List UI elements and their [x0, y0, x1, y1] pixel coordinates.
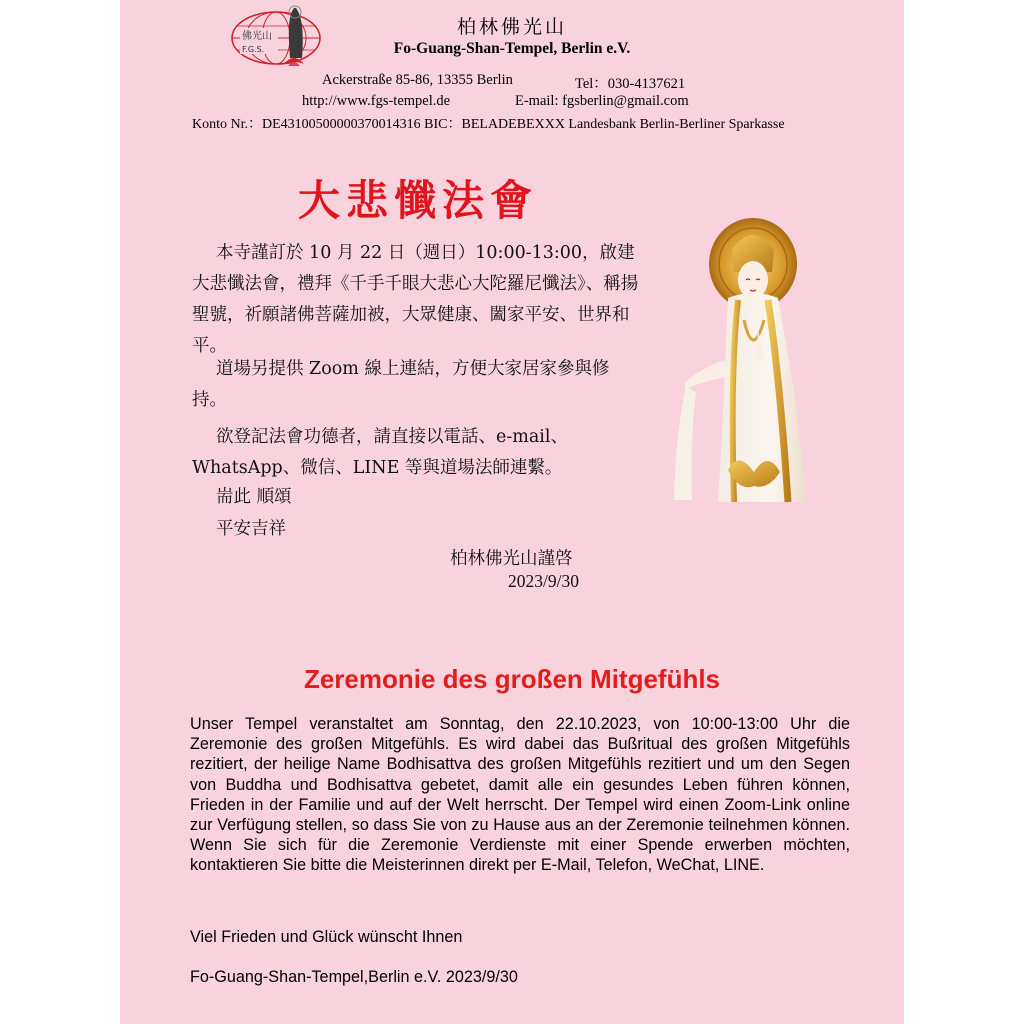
cn-closing-1: 耑此 順頌 — [216, 487, 292, 507]
poster-page — [120, 0, 904, 1024]
cn-paragraph-3: 欲登記法會功德者，請直接以電話、e-mail、WhatsApp、微信、LINE 等與道場法師連繫。 — [192, 427, 568, 478]
cn-closing-2: 平安吉祥 — [216, 519, 286, 539]
header-address: Ackerstraße 85-86, 13355 Berlin — [322, 72, 513, 88]
logo-text-top: 佛光山 — [242, 31, 272, 42]
logo-text-bottom: F.G.S. — [242, 45, 265, 54]
cn-signature: 柏林佛光山謹啓 — [450, 549, 573, 569]
cn-paragraph-2: 道場另提供 Zoom 線上連結，方便大家居家參與修持。 — [192, 359, 610, 410]
cn-date: 2023/9/30 — [508, 571, 579, 591]
cn-paragraph-1: 本寺謹訂於 10 月 22 日（週日）10:00-13:00，啟建大悲懺法會，禮拜《千手千眼大悲心大陀羅尼懺法》、稱揚聖號，祈願諸佛菩薩加被，大眾健康、闔家平安、世界和平。 — [192, 243, 639, 356]
guanyin-statue-image — [668, 210, 838, 510]
header-phone: Tel：030-4137621 — [575, 76, 686, 92]
cn-title: 大悲懺法會 — [298, 176, 539, 225]
de-title: Zeremonie des großen Mitgefühls — [303, 664, 721, 694]
header-website[interactable]: http://www.fgs-tempel.de — [302, 93, 451, 109]
de-closing: Viel Frieden und Glück wünscht Ihnen — [190, 928, 463, 946]
header-email[interactable]: E-mail: fgsberlin@gmail.com — [515, 93, 689, 109]
header-bank-details: Konto Nr.：DE43100500000370014316 BIC：BELADEBEXXX Landesbank Berlin-Berliner Sparkasse — [192, 117, 785, 132]
header-name-cn: 柏林佛光山 — [456, 16, 567, 38]
de-footer: Fo-Guang-Shan-Tempel,Berlin e.V. 2023/9/30 — [190, 968, 518, 986]
de-body: Unser Tempel veranstaltet am Sonntag, den 22.10.2023, von 10:00-13:00 Uhr die Zeremonie des großen Mitgefühls. Es wird dabei das Bußritual des großen Mitgefühls rezitiert, der heilige Name Bodhisattva des großen Mitgefühls rezitiert und um den Segen von Buddha und Bodhisattva gebetet, damit alle ein gesundes Leben führen können, Frieden in der Familie und auf der Welt herrscht. Der Tempel wird einen Zoom-Link online zur Verfügung stellen, so dass Sie von zu Hause aus an der Zeremonie teilnehmen können. Wenn Sie sich für die Zeremonie Verdienste mit einer Spende erwerben möchten, kontaktieren Sie bitte die Meisterinnen direkt per E-Mail, Telefon, WeChat, LINE. — [190, 715, 850, 875]
header-name-de: Fo-Guang-Shan-Tempel, Berlin e.V. — [393, 40, 631, 57]
